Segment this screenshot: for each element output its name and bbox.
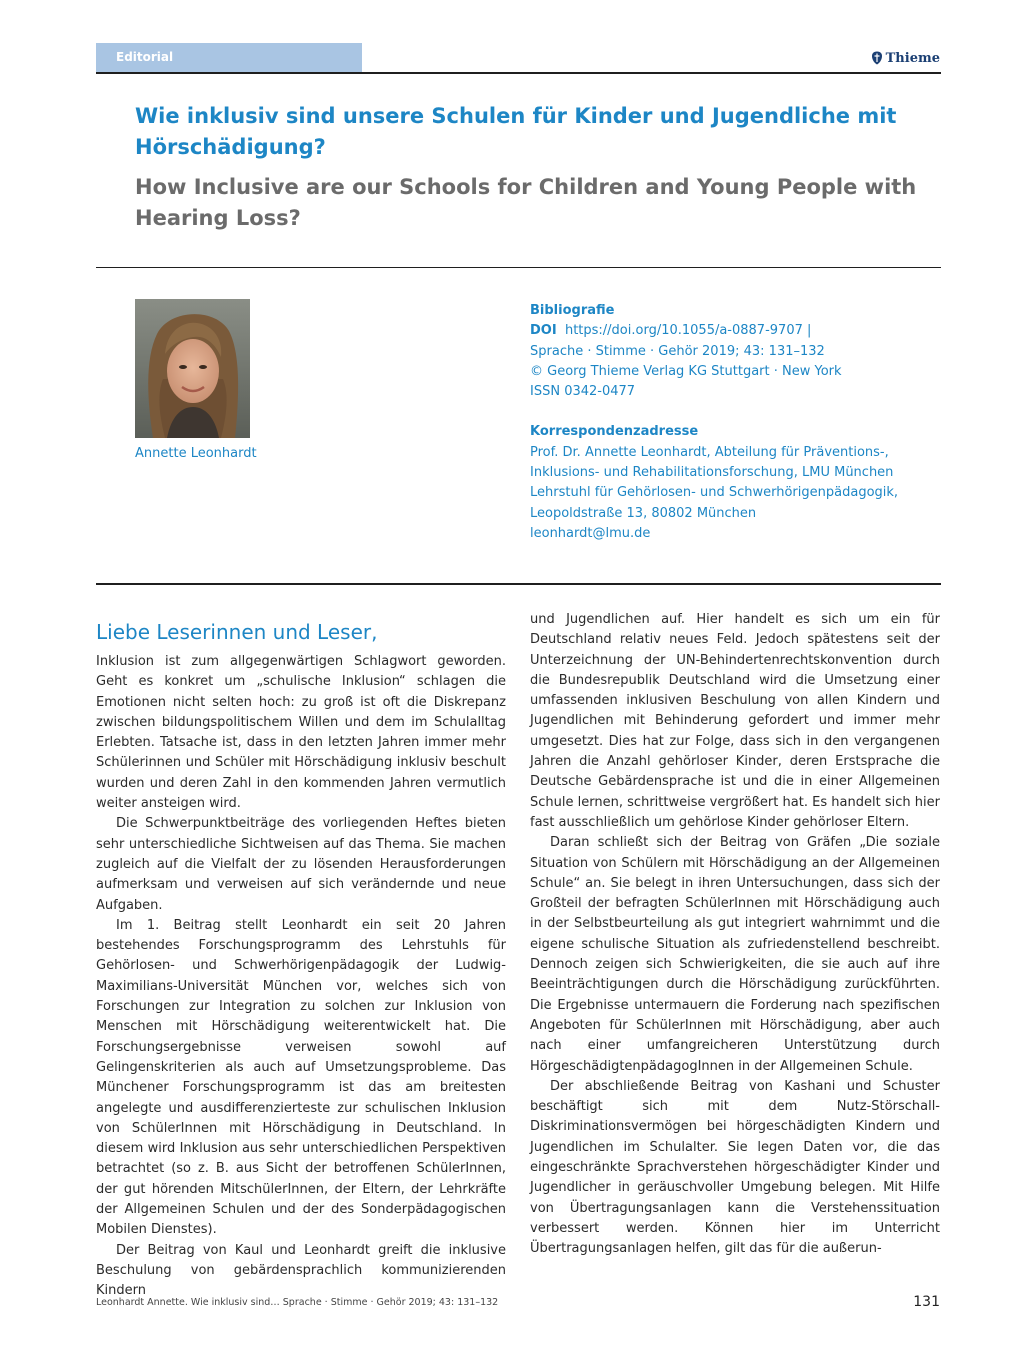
correspondence-line: Prof. Dr. Annette Leonhardt, Abteilung für Präventions-,: [530, 444, 889, 460]
doi-label: DOI: [530, 323, 557, 339]
body-column-right: [530, 610, 940, 1260]
body-paragraph: Der abschließende Beitrag von Kashani und Schuster beschäftigt sich mit dem Nutz-Störschall-Diskriminationsvermögen bei hörgeschädigten Kindern und Jugendlichen im Schulalter. Sie legen Daten vor, die das eingeschränkte Sprachverstehen hörgeschädigter Kinder und Jugendlicher in geräuschvoller Umgebung belegen. Mit Hilfe von Übertragungsanlagen kann die Verstehenssituation verbessert werden. Können hier im Unterricht Übertragungsanlagen helfen, gilt das für die außerun-: [530, 1078, 940, 1257]
body-paragraph: Im 1. Beitrag stellt Leonhardt ein seit 20 Jahren bestehendes Forschungsprogramm des Lehrstuhls für Gehörlosen- und Schwerhörigenpädagogik der Ludwig-Maximilians-Universität München vor, welches sich von Forschungen zur Integration zu solchen zur Inklusion von Menschen mit Hörschädigung weiterentwickelt hat. Die Forschungsergebnisse verweisen sowohl auf Gelingenskriterien als auch auf Umsetzungsprobleme. Das Münchener Forschungsprogramm ist das am breitesten angelegte und ausdifferenzierteste zur schulischen Inklusion von SchülerInnen mit Hörschädigung in Deutschland. In diesem wird Inklusion aus sehr unterschiedlichen Perspektiven betrachtet (so z. B. aus Sicht der betroffenen SchülerInnen, der gut hörenden MitschülerInnen, der Eltern, der Lehrkräfte der Allgemeinen Schulen und der des Sonderpädagogischen Mobilen Dienstes).: [96, 917, 506, 1238]
body-paragraph: Daran schließt sich der Beitrag von Gräfen „Die soziale Situation von Schülern mit Hörschädigung an der Allgemeinen Schule“ an. Sie belegt in ihren Untersuchungen, dass sich der Großteil der befragten SchülerInnen mit Hörschädigung auch in der Selbstbeurteilung als gut integriert wahrnimmt und die eigene schulische Situation als zufriedenstellend beschreibt. Dennoch zeigen sich Schwierigkeiten, die sie auch auf ihre Beeinträchtigungen durch die Hörschädigung zurückführten. Die Ergebnisse untermauern die Forderung nach spezifischen Angeboten für SchülerInnen mit Hörschädigung, aber auch nach einer umfangreicheren Unterstützung durch HörgeschädigtenpädagogInnen in der Allgemeinen Schule.: [530, 835, 940, 1074]
body-paragraph: Die Schwerpunktbeiträge des vorliegenden Heftes bieten sehr unterschiedliche Sichtweisen auf das Thema. Sie machen zugleich auf die Vielfalt der zu lösenden Herausforderungen aufmerksam und verweisen auf sich verändernde und neue Aufgaben.: [96, 816, 506, 913]
correspondence-line: Lehrstuhl für Gehörlosen- und Schwerhörigenpädagogik,: [530, 485, 899, 501]
footer-citation: Leonhardt Annette. Wie inklusiv sind… Sprache · Stimme · Gehör 2019; 43: 131–132: [96, 1297, 499, 1308]
body-paragraph: Der Beitrag von Kaul und Leonhardt greift die inklusive Beschulung von gebärdensprachlich kommunizierenden Kindern: [96, 1242, 506, 1299]
correspondence-email[interactable]: leonhardt@lmu.de: [530, 525, 651, 541]
greeting-heading: Liebe Leserinnen und Leser,: [96, 620, 378, 644]
title-english: How Inclusive are our Schools for Children and Young People with Hearing Loss?: [135, 175, 917, 230]
body-paragraph: Inklusion ist zum allgegenwärtigen Schlagwort geworden. Geht es konkret um „schulische Inklusion“ schlagen die Emotionen nicht selten hoch: zu groß ist oft die Diskrepanz zwischen bildungspolitischem Willen und dem im Schulalltag Erlebten. Tatsache ist, dass in den letzten Jahren immer mehr Schülerinnen und Schüler mit Hörschädigung inklusiv beschult wurden und deren Zahl in den kommenden Jahren vermutlich weiter ansteigen wird.: [96, 654, 506, 812]
header-rule: [96, 72, 941, 74]
doi-link[interactable]: https://doi.org/10.1055/a-0887-9707 |: [564, 323, 812, 339]
title-rule: [96, 267, 941, 268]
article-metadata: [530, 301, 930, 544]
title-german: Wie inklusiv sind unsere Schulen für Kinder und Jugendliche mit Hörschädigung?: [135, 104, 897, 159]
bibliography-heading: Bibliografie: [530, 303, 615, 318]
correspondence-line: Leopoldstraße 13, 80802 München: [530, 505, 757, 521]
journal-citation: Sprache · Stimme · Gehör 2019; 43: 131–132: [530, 343, 825, 359]
thieme-crest-icon: [871, 51, 883, 65]
correspondence-line: Inklusions- und Rehabilitationsforschung, LMU München: [530, 465, 894, 481]
publisher-name: Thieme: [885, 50, 940, 66]
author-caption: Annette Leonhardt: [135, 446, 257, 461]
doi-line: [530, 321, 930, 341]
publisher-logo: [871, 49, 940, 67]
section-tab: Editorial: [96, 43, 362, 72]
issn: ISSN 0342-0477: [530, 384, 636, 400]
metadata-rule: [96, 583, 941, 585]
page-number: 131: [913, 1294, 940, 1310]
body-paragraph: und Jugendlichen auf. Hier handelt es sich um ein für Deutschland relativ neues Feld. Jedoch spätestens seit der Unterzeichnung der UN-Behindertenrechtskonvention durch die Bundesrepublik Deutschland wird die Umsetzung einer umfassenden inklusiven Beschulung von allen Kindern und Jugendlichen mit Behinderung gefordert und immer mehr umgesetzt. Dies hat zur Folge, dass sich in den vergangenen Jahren die Anzahl gehörloser Kinder, deren Erstsprache die Deutsche Gebärdensprache ist und die in einer Allgemeinen Schule lernen, schrittweise vergrößert hat. Es handelt sich hier fast ausschließlich um gehörlose Kinder gehörloser Eltern.: [530, 612, 940, 830]
body-column-left: [96, 610, 506, 1302]
correspondence-heading: Korrespondenzadresse: [530, 424, 699, 440]
copyright: © Georg Thieme Verlag KG Stuttgart · New York: [530, 363, 842, 379]
author-photo: [135, 299, 250, 438]
